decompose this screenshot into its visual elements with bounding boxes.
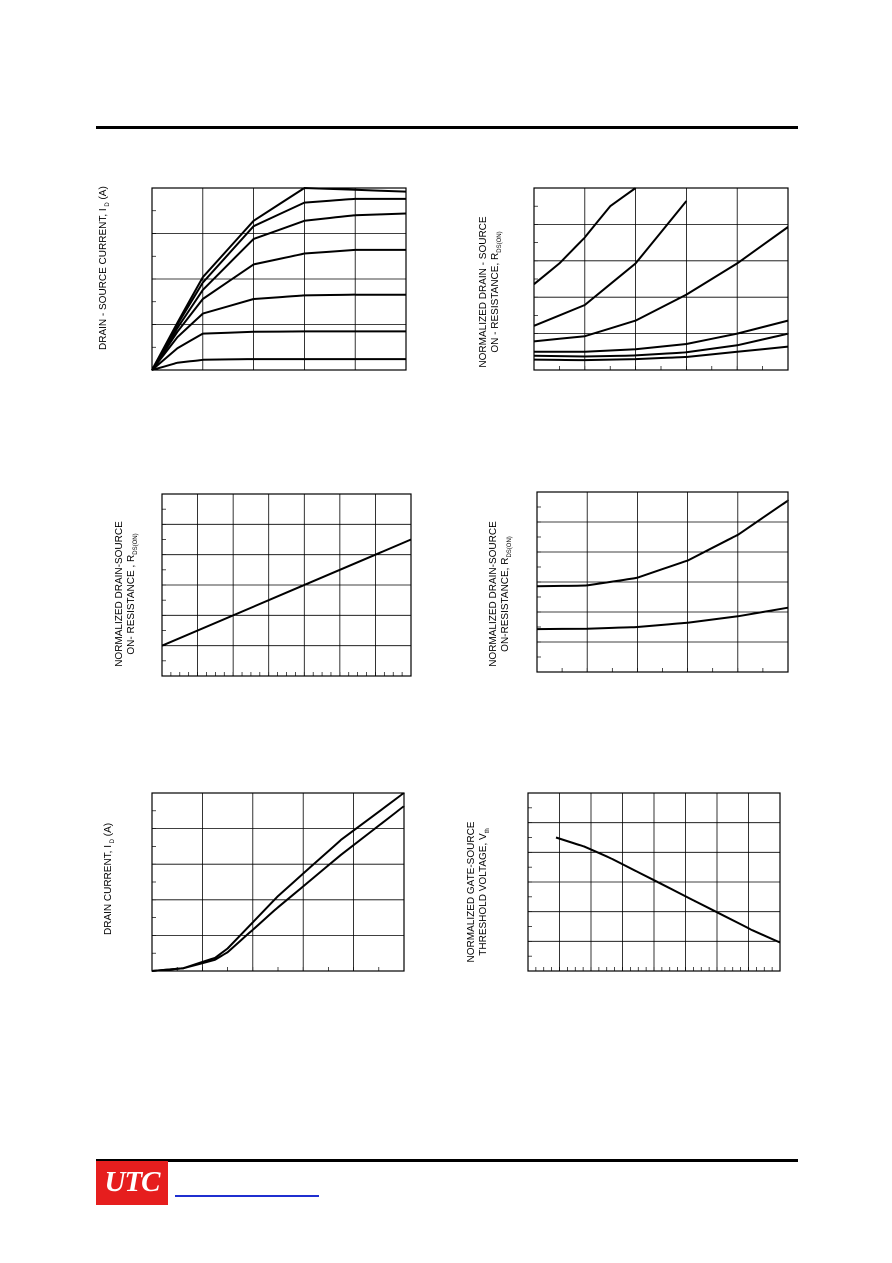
footer-rule	[96, 1159, 798, 1162]
y-axis-label: NORMALIZED DRAIN - SOURCE ON - RESISTANCE, $R_{DS(ON)}$	[478, 216, 503, 368]
y-axis-label: DRAIN - SOURCE CURRENT, I $_D$ (A)	[98, 186, 111, 350]
y-axis-label: NORMALIZED DRAIN-SOURCE ON- RESISTANCE , $R_{DS(ON)}$	[114, 521, 139, 667]
y-axis-label: NORMALIZED GATE-SOURCE THRESHOLD VOLTAGE, $V_{th}$	[466, 821, 491, 963]
y-axis-label: NORMALIZED DRAIN-SOURCE ON-RESISTANCE, $R_{DS(ON)}$	[488, 521, 513, 667]
logo-text: UTC	[104, 1166, 160, 1198]
website-link[interactable]	[175, 1195, 319, 1197]
y-axis-label: DRAIN CURRENT, I $_D$ (A)	[103, 822, 116, 935]
data-curve-1	[556, 838, 780, 943]
utc-logo	[96, 1161, 168, 1205]
